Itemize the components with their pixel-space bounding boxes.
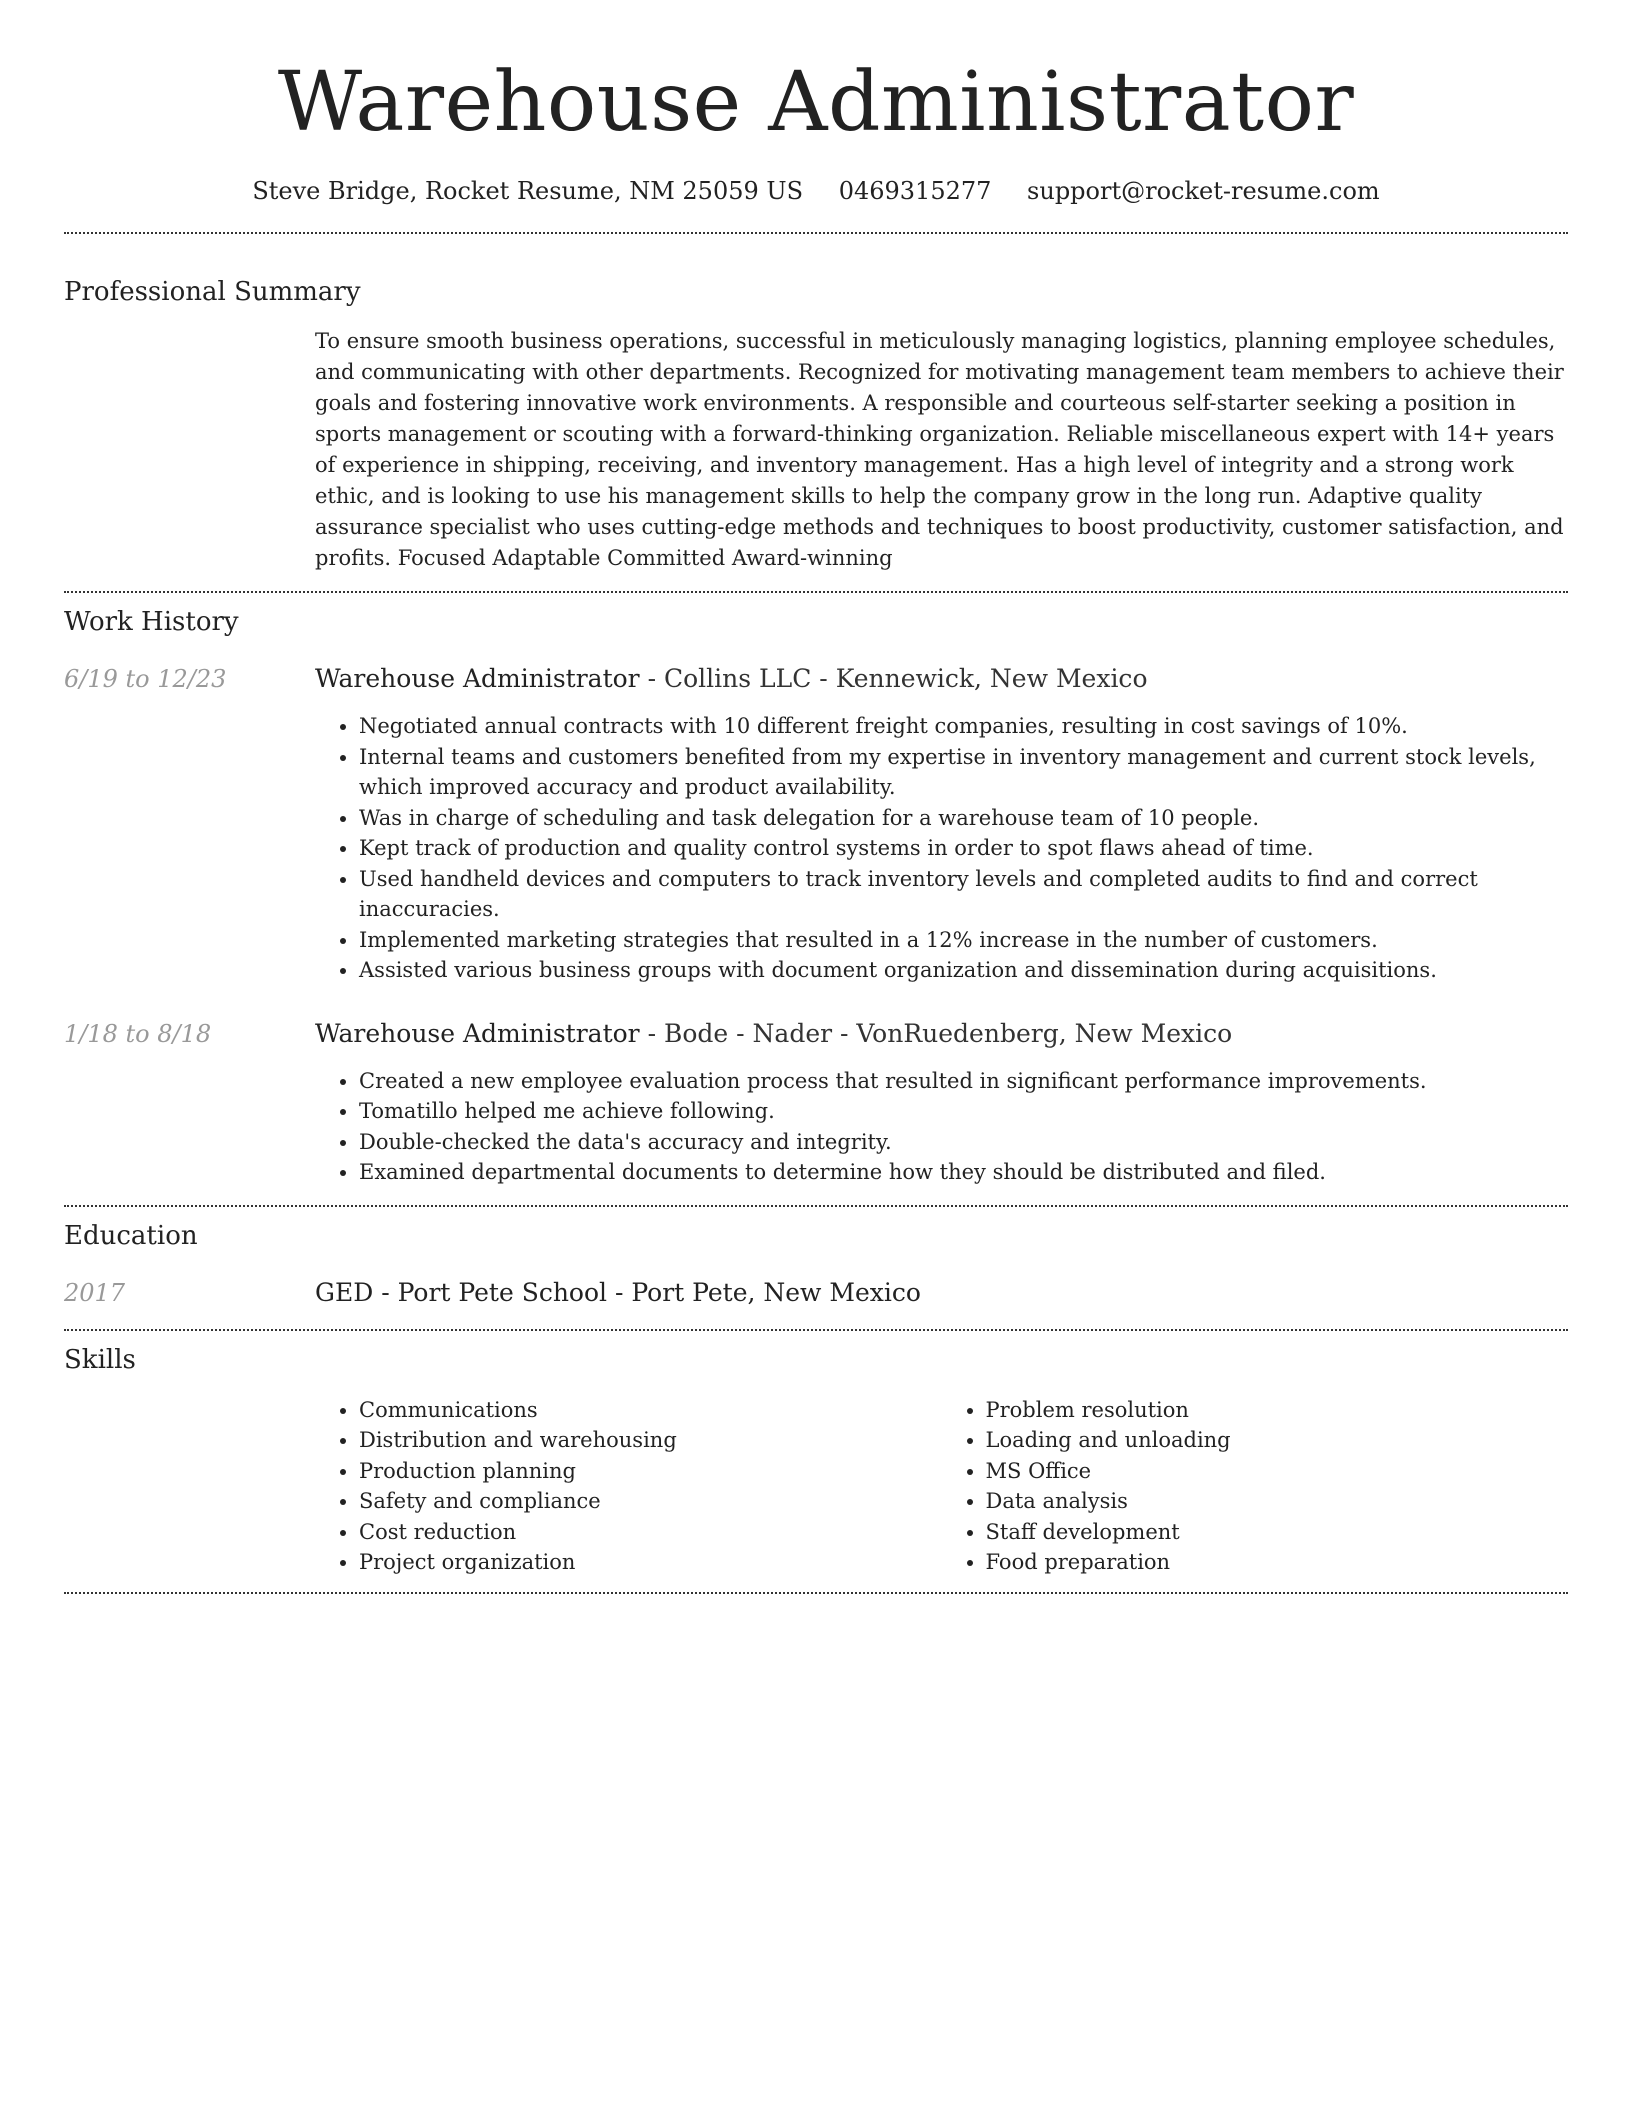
skill-item: • Loading and unloading <box>986 1425 1569 1456</box>
job-bullet: • Internal teams and customers benefited from my expertise in inventory management and current stock levels, which improved accuracy and product availability. <box>359 742 1568 803</box>
divider <box>64 232 1568 234</box>
job-entry <box>64 1017 1568 1188</box>
education-year: 2017 <box>64 1278 126 1307</box>
skill-item: • Communications <box>359 1395 942 1426</box>
skill-item: • Staff development <box>986 1517 1569 1548</box>
job-details: - Collins LLC - Kennewick, New Mexico <box>639 664 1148 693</box>
skill-item: • Food preparation <box>986 1547 1569 1578</box>
job-heading <box>315 1017 1568 1051</box>
job-dates: 6/19 to 12/23 <box>64 665 227 693</box>
contact-email: support@rocket-resume.com <box>1027 177 1380 205</box>
job-dates: 1/18 to 8/18 <box>64 1019 212 1048</box>
job-bullets <box>315 711 1568 986</box>
job-entry <box>64 662 1568 986</box>
resume-page <box>64 0 1568 1594</box>
job-bullet: • Used handheld devices and computers to track inventory levels and completed audits to find and correct inaccuracies. <box>359 864 1568 925</box>
job-heading <box>315 662 1568 696</box>
summary-row <box>64 326 1568 574</box>
job-bullet: • Double-checked the data's accuracy and integrity. <box>359 1127 1568 1158</box>
job-bullet: • Was in charge of scheduling and task delegation for a warehouse team of 10 people. <box>359 803 1568 834</box>
skill-item: • MS Office <box>986 1456 1569 1487</box>
skill-item: • Cost reduction <box>359 1517 942 1548</box>
skill-item: • Safety and compliance <box>359 1486 942 1517</box>
job-bullet: • Implemented marketing strategies that resulted in a 12% increase in the number of customers. <box>359 925 1568 956</box>
job-details: - Bode - Nader - VonRuedenberg, New Mexico <box>639 1018 1233 1048</box>
summary-heading: Professional Summary <box>64 277 361 307</box>
job-bullet: • Negotiated annual contracts with 10 different freight companies, resulting in cost savings of 10%. <box>359 711 1568 742</box>
skill-item: • Distribution and warehousing <box>359 1425 942 1456</box>
job-bullets <box>315 1066 1568 1188</box>
divider <box>64 591 1568 593</box>
contact-line <box>64 174 1568 208</box>
education-text: GED - Port Pete School - Port Pete, New Mexico <box>315 1277 921 1307</box>
education-heading: Education <box>64 1220 198 1251</box>
summary-text: To ensure smooth business operations, successful in meticulously managing logistics, planning employee schedules, and communicating with other departments. Recognized for motivating management team members to achieve their goals and fostering innovative work environments. A responsible and courteous self-starter seeking a position in sports management or scouting with a forward-thinking organization. Reliable miscellaneous expert with 14+ years of experience in shipping, receiving, and inventory management. Has a high level of integrity and a strong work ethic, and is looking to use his management skills to help the company grow in the long run. Adaptive quality assurance specialist who uses cutting-edge methods and techniques to boost productivity, customer satisfaction, and profits. Focused Adaptable Committed Award-winning <box>315 329 1564 570</box>
skill-item: • Data analysis <box>986 1486 1569 1517</box>
job-position: Warehouse Administrator <box>315 1018 640 1048</box>
skill-item: • Problem resolution <box>986 1395 1569 1426</box>
contact-phone: 0469315277 <box>838 177 992 205</box>
skills-list-left <box>315 1395 942 1578</box>
work-history-heading: Work History <box>64 607 239 637</box>
resume-name: Warehouse Administrator <box>277 55 1355 150</box>
education-entry <box>64 1276 1568 1310</box>
skills-heading: Skills <box>64 1344 136 1375</box>
divider <box>64 1205 1568 1207</box>
divider <box>64 1592 1568 1594</box>
job-bullet: • Examined departmental documents to determine how they should be distributed and filed. <box>359 1157 1568 1188</box>
skill-item: • Project organization <box>359 1547 942 1578</box>
skills-list-right <box>942 1395 1569 1578</box>
skill-item: • Production planning <box>359 1456 942 1487</box>
job-bullet: • Tomatillo helped me achieve following. <box>359 1096 1568 1127</box>
job-bullet: • Kept track of production and quality control systems in order to spot flaws ahead of time. <box>359 833 1568 864</box>
job-bullet: • Assisted various business groups with document organization and dissemination during acquisitions. <box>359 955 1568 986</box>
divider <box>64 1329 1568 1331</box>
contact-address: Steve Bridge, Rocket Resume, NM 25059 US <box>252 177 804 205</box>
skills-row <box>64 1395 1568 1578</box>
job-position: Warehouse Administrator <box>315 664 640 693</box>
job-bullet: • Created a new employee evaluation process that resulted in significant performance improvements. <box>359 1066 1568 1097</box>
